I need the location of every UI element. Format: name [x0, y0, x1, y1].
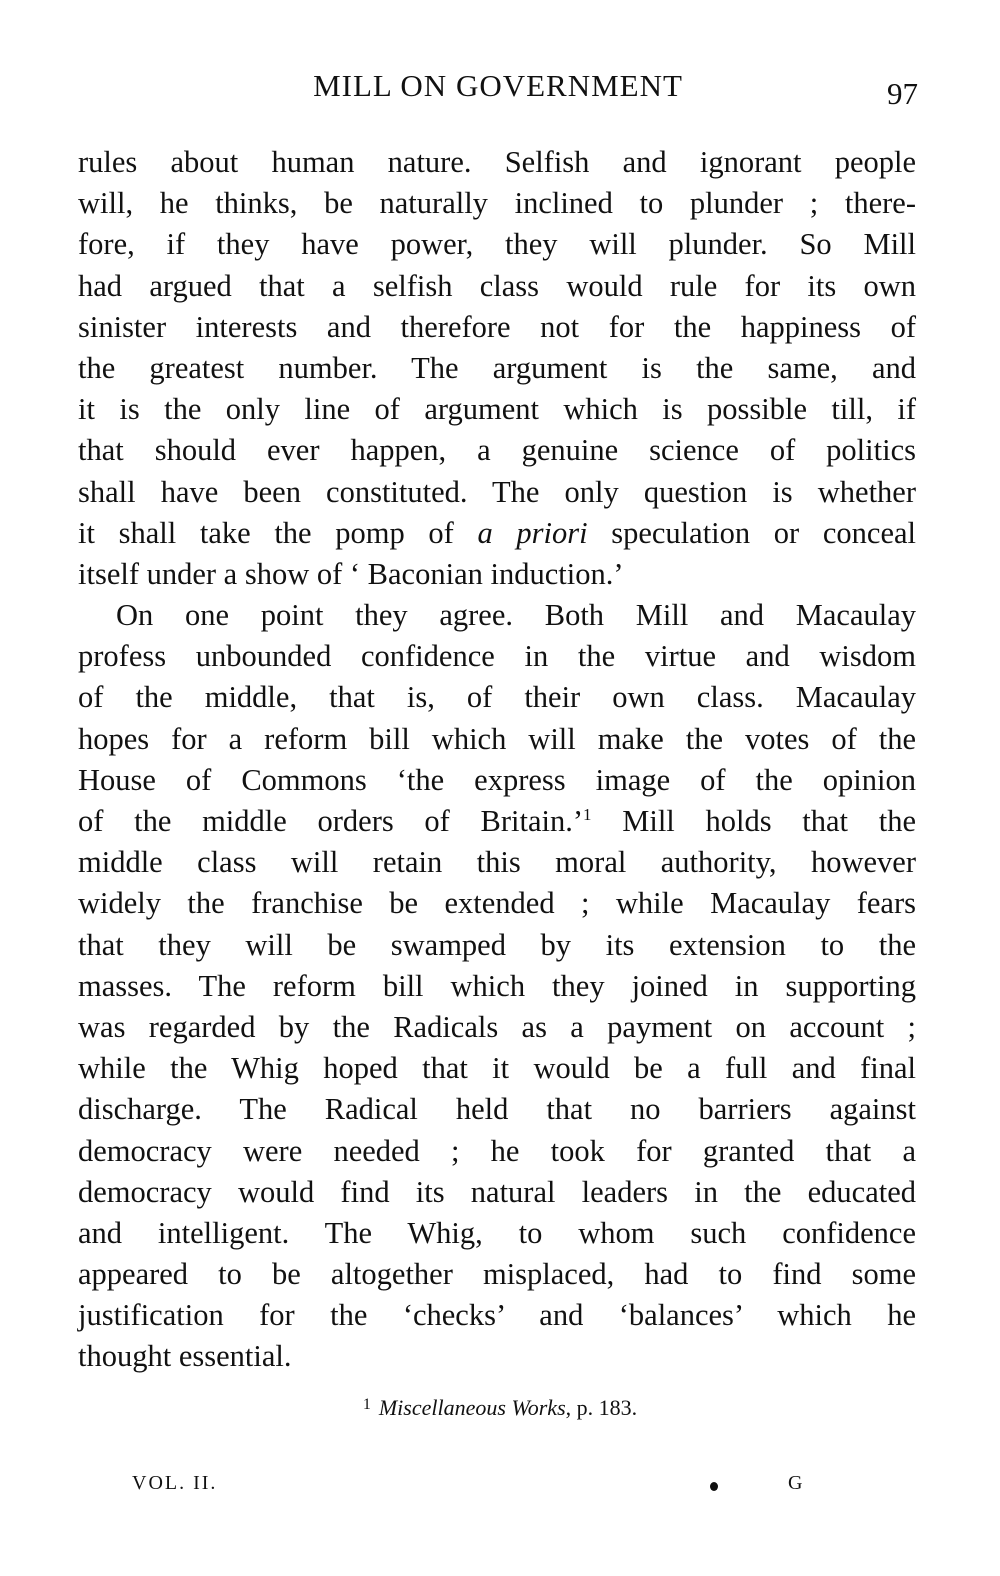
text-segment: was regarded by the Radicals as a payment on account ;: [78, 1009, 916, 1044]
text-line: [78, 1007, 916, 1048]
text-segment: justification for the ‘checks’ and ‘balances’ which he: [78, 1298, 916, 1333]
text-line: [78, 801, 916, 842]
text-segment: masses. The reform bill which they joined in supporting: [78, 968, 916, 1003]
text-segment: itself under a show of ‘ Baconian induction.’: [78, 556, 624, 591]
text-segment: had argued that a selfish class would rule for its own: [78, 268, 916, 303]
text-line: [78, 224, 916, 265]
text-line: [78, 1336, 916, 1377]
text-line: [78, 842, 916, 883]
running-title: MILL ON GOVERNMENT: [313, 68, 683, 103]
text-segment: speculation or conceal: [587, 515, 916, 550]
text-segment: profess unbounded confidence in the virtue and wisdom: [78, 639, 916, 674]
text-segment: middle class will retain this moral authority, however: [78, 845, 916, 880]
italic-phrase: a priori: [477, 515, 588, 550]
text-segment: widely the franchise be extended ; while Macaulay fears: [78, 886, 916, 921]
text-line: [78, 472, 916, 513]
text-line: [78, 1131, 916, 1172]
text-segment: it is the only line of argument which is possible till, if: [78, 392, 916, 427]
footnote: [0, 1395, 1000, 1421]
text-line: [78, 719, 916, 760]
text-segment: shall have been constituted. The only question is whether: [78, 474, 916, 509]
text-line: [78, 1213, 916, 1254]
text-segment: democracy would find its natural leaders in the educated: [78, 1174, 916, 1209]
page-number: 97: [887, 76, 918, 111]
text-segment: of the middle, that is, of their own class. Macaulay: [78, 680, 916, 715]
text-segment: that they will be swamped by its extension to the: [78, 927, 916, 962]
volume-label: VOL. II.: [132, 1472, 218, 1494]
text-line: [78, 307, 916, 348]
text-segment: House of Commons ‘the express image of the opinion: [78, 762, 916, 797]
text-segment: hopes for a reform bill which will make the votes of the: [78, 721, 916, 756]
text-segment: On one point they agree. Both Mill and Macaulay: [116, 598, 916, 633]
text-line: [78, 677, 916, 718]
text-line: [78, 183, 916, 224]
text-line: [78, 925, 916, 966]
footnote-reference: 1: [583, 805, 592, 824]
footnote-page: , p. 183.: [565, 1395, 638, 1420]
text-line: [78, 1295, 916, 1336]
text-segment: that should ever happen, a genuine science of politics: [78, 433, 916, 468]
footnote-mark: 1: [362, 1396, 371, 1413]
text-line: [78, 513, 916, 554]
text-line: [78, 595, 916, 636]
text-line: [78, 1048, 916, 1089]
text-segment: while the Whig hoped that it would be a full and final: [78, 1051, 916, 1086]
text-segment: it shall take the pomp of: [78, 515, 478, 550]
text-segment: will, he thinks, be naturally inclined to plunder ; there-: [78, 186, 916, 221]
text-line: [78, 1172, 916, 1213]
text-line: [78, 636, 916, 677]
text-segment: fore, if they have power, they will plunder. So Mill: [78, 227, 916, 262]
text-segment: and intelligent. The Whig, to whom such confidence: [78, 1215, 916, 1250]
signature-mark: G: [788, 1472, 803, 1494]
text-line: [78, 142, 916, 183]
text-segment: Mill holds that the: [591, 804, 916, 838]
text-line: [78, 966, 916, 1007]
text-segment: of the middle orders of Britain.’: [78, 804, 584, 838]
body-text: [78, 142, 916, 1378]
text-line: [78, 430, 916, 471]
text-segment: thought essential.: [78, 1339, 292, 1374]
footnote-source: Miscellaneous Works: [378, 1395, 566, 1420]
text-line: [78, 389, 916, 430]
text-segment: rules about human nature. Selfish and ignorant people: [78, 145, 916, 179]
text-line: [78, 1089, 916, 1130]
text-line: [78, 883, 916, 924]
text-segment: sinister interests and therefore not for the happiness of: [78, 309, 916, 344]
text-line: [78, 348, 916, 389]
text-line: [78, 266, 916, 307]
text-line: [78, 760, 916, 801]
text-line: [78, 1254, 916, 1295]
text-line: [78, 554, 916, 595]
text-segment: the greatest number. The argument is the same, and: [78, 350, 916, 385]
page-header: [78, 68, 918, 112]
ink-speck: [710, 1482, 718, 1491]
text-segment: appeared to be altogether misplaced, had to find some: [78, 1257, 916, 1292]
text-segment: discharge. The Radical held that no barriers against: [78, 1092, 916, 1127]
text-segment: democracy were needed ; he took for granted that a: [78, 1133, 916, 1168]
